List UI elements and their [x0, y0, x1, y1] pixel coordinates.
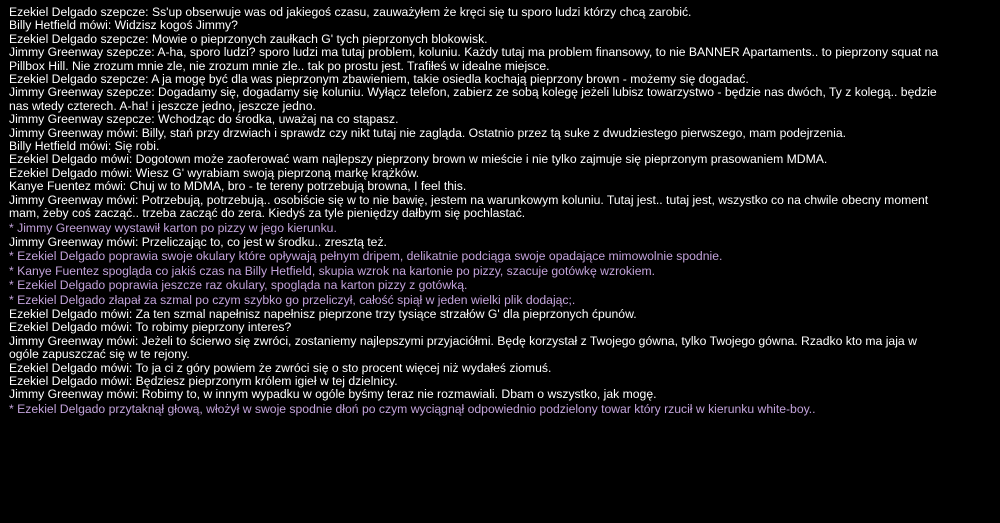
chat-line: Jimmy Greenway szepcze: Wchodząc do środka, uważaj na co stąpasz.	[9, 112, 399, 127]
chat-line: Ezekiel Delgado mówi: Wiesz G' wyrabiam swoją pieprzoną markę krążków.	[9, 165, 420, 180]
chat-action-line: * Ezekiel Delgado poprawia jeszcze raz okulary, spogląda na karton pizzy z gotówką.	[9, 278, 468, 293]
chat-line: Ezekiel Delgado mówi: Będziesz pieprzonym królem igieł w tej dzielnicy.	[9, 373, 398, 388]
chat-line: Billy Hetfield mówi: Się robi.	[9, 139, 160, 154]
chat-line: Jimmy Greenway mówi: Potrzebują, potrzebują.. osobiście się w to nie bawię, jestem na warunkowym koluniu. Tutaj jest.. tutaj jest, wszystko co na chwile obecny moment mam, żeby coś zacząć.. trzeba zacząć do zera. Kiedyś za tyle pieniędzy dałbym się pochlastać.	[9, 192, 929, 221]
chat-line: Jimmy Greenway mówi: Jeżeli to ścierwo się zwróci, zostaniemy najlepszymi przyjaciółmi. Będę korzystał z Twojego gówna, tylko Twojego gówna. Rzadko kto ma jaja w ogóle zapuszczać się w te rejony.	[9, 333, 917, 362]
chat-line: Jimmy Greenway mówi: Przeliczając to, co jest w środku.. zresztą też.	[9, 234, 387, 249]
chat-line: Jimmy Greenway mówi: Billy, stań przy drzwiach i sprawdz czy nikt tutaj nie zagląda. Ostatnio przez tą suke z dwudziestego pierwszego, mam podejrzenia.	[9, 125, 846, 140]
chat-line: Ezekiel Delgado mówi: Dogotown może zaoferować wam najlepszy pieprzony brown w mieście i nie tylko zajmuje się pieprzonym prasowaniem MDMA.	[9, 152, 828, 167]
chat-action-line: * Ezekiel Delgado przytaknął głową, włożył w swoje spodnie dłoń po czym wyciągnął odpowiednio podzielony towar który rzucił w kierunku white-boy..	[9, 401, 816, 416]
chat-line: Ezekiel Delgado szepcze: Ss'up obserwuje was od jakiegoś czasu, zauważyłem że kręci się tu sporo ludzi którzy chcą zarobić.	[9, 5, 692, 19]
chat-line: Ezekiel Delgado mówi: To robimy pieprzony interes?	[9, 320, 292, 335]
chat-action-line: * Ezekiel Delgado poprawia swoje okulary które opływają pełnym dripem, delikatnie podciąga swoje opadające mimowolnie spodnie.	[9, 249, 723, 264]
chat-line: Jimmy Greenway mówi: Robimy to, w innym wypadku w ogóle byśmy teraz nie rozmawiali. Dbam o wszystko, jak mogę.	[9, 387, 657, 402]
chat-line: Jimmy Greenway szepcze: Dogadamy się, dogadamy się koluniu. Wyłącz telefon, zabierz ze sobą kolegę jeżeli lubisz towarzystwo - będzie nas dwóch, Ty z kolegą.. będzie nas wtedy czterech. A-ha! i jeszcze jedno, jeszcze jedno.	[9, 85, 937, 113]
chat-line: Ezekiel Delgado szepcze: A ja mogę być dla was pieprzonym zbawieniem, takie osiedla kochają pieprzony brown - możemy się dogadać.	[9, 72, 749, 87]
chat-line: Kanye Fuentez mówi: Chuj w to MDMA, bro - te tereny potrzebują browna, I feel this.	[9, 179, 467, 194]
chat-line: Ezekiel Delgado szepcze: Mowie o pieprzonych zaułkach G' tych pieprzonych blokowisk.	[9, 31, 488, 46]
chat-action-line: * Kanye Fuentez spogląda co jakiś czas na Billy Hetfield, skupia wzrok na kartonie po pizzy, szacuje gotówkę wzrokiem.	[9, 263, 656, 278]
chat-line: Ezekiel Delgado mówi: To ja ci z góry powiem że zwróci się o sto procent więcej niż wydałeś ziomuś.	[9, 360, 552, 375]
chat-line: Billy Hetfield mówi: Widzisz kogoś Jimmy?	[9, 18, 238, 33]
chat-action-line: * Jimmy Greenway wystawił karton po pizzy w jego kierunku.	[9, 220, 337, 235]
chat-action-line: * Ezekiel Delgado złapał za szmal po czym szybko go przeliczył, całość spiął w jeden wielki plik dodając;.	[9, 292, 576, 307]
chat-line: Ezekiel Delgado mówi: Za ten szmal napełnisz napełnisz pieprzone trzy tysiące strzałów G' dla pieprzonych ćpunów.	[9, 306, 637, 321]
chat-line: Jimmy Greenway szepcze: A-ha, sporo ludzi? sporo ludzi ma tutaj problem, koluniu. Każdy tutaj ma problem finansowy, to nie BANNER Apartaments.. to pieprzony squat na Pillbox Hill. Nie zrozum mnie zle, nie zrozum mnie zle.. tak po prostu jest. Trafiłeś w idealne miejsce.	[9, 45, 939, 73]
